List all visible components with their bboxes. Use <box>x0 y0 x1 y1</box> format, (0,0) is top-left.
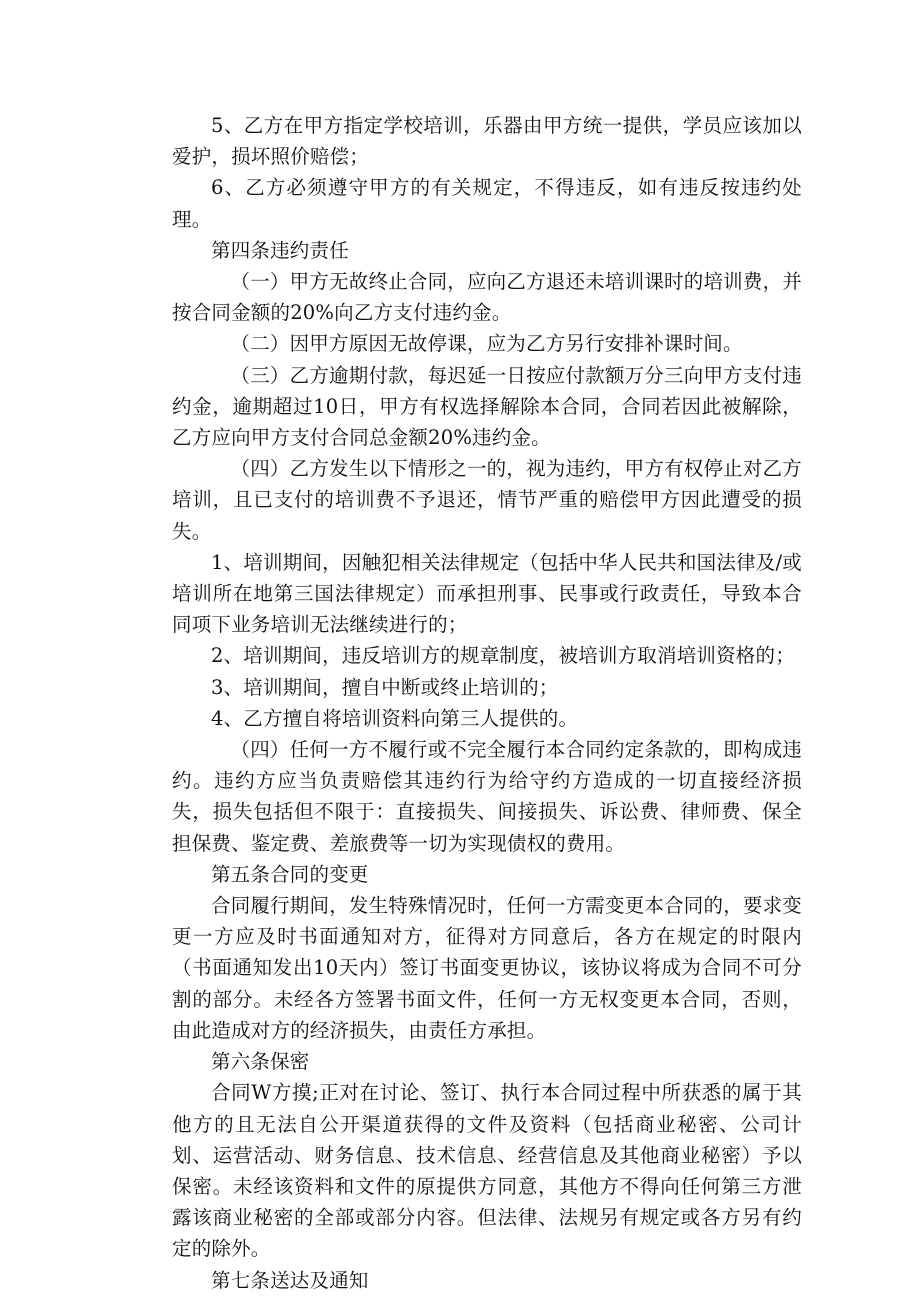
breach-subitem-3-paragraph: 3、培训期间，擅自中断或终止培训的； <box>211 675 559 699</box>
confidentiality-paragraph: 合同W方摸;正对在讨论、签订、执行本合同过程中所获悉的属于其他方的且无法自公开渠道获得的文件及资料（包括商业秘密、公司计划、运营活动、财务信息、技术信息、经营信息及其他商业秘密）予以保密。未经该资料和文件的原提供方同意，其他方不得向任何第三方泄露该商业秘密的全部或部分内容。但法律、法规另有规定或各方另有约定的除外。 <box>172 1081 802 1261</box>
breach-item-3-paragraph: （三）乙方逾期付款，每迟延一日按应付款额万分三向甲方支付违约金，逾期超过10日，甲方有权选择解除本合同，合同若因此被解除，乙方应向甲方支付合同总金额20%违约金。 <box>172 363 802 450</box>
breach-item-4-paragraph: （四）乙方发生以下情形之一的，视为违约，甲方有权停止对乙方培训，且已支付的培训费不予退还，情节严重的赔偿甲方因此遭受的损失。 <box>172 457 802 543</box>
contract-change-paragraph: 合同履行期间，发生特殊情况时，任何一方需变更本合同的，要求变更一方应及时书面通知对方，征得对方同意后，各方在规定的时限内（书面通知发出10天内）签订书面变更协议，该协议将成为合同不可分割的部分。未经各方签署书面文件，任何一方无权变更本合同，否则，由此造成对方的经济损失，由责任方承担。 <box>172 894 803 1042</box>
section-heading-confidentiality: 第六条保密 <box>211 1050 310 1074</box>
breach-item-general-paragraph: （四）任何一方不履行或不完全履行本合同约定条款的，即构成违约。违约方应当负责赔偿其违约行为给守约方造成的一切直接经济损失，损失包括但不限于：直接损失、间接损失、诉讼费、律师费、保全担保费、鉴定费、差旅费等一切为实现债权的费用。 <box>172 738 802 855</box>
contract-body <box>172 110 802 1296</box>
section-heading-contract-change: 第五条合同的变更 <box>211 862 369 886</box>
breach-item-1-paragraph: （一）甲方无故终止合同，应向乙方退还未培训课时的培训费，并按合同金额的20%向乙方支付违约金。 <box>172 270 802 325</box>
clause-5-paragraph: 5、乙方在甲方指定学校培训，乐器由甲方统一提供，学员应该加以爱护，损坏照价赔偿； <box>172 114 802 169</box>
breach-subitem-4-paragraph: 4、乙方擅自将培训资料向第三人提供的。 <box>211 706 579 730</box>
section-heading-breach-liability: 第四条违约责任 <box>211 238 349 262</box>
section-heading-service-notice: 第七条送达及通知 <box>211 1268 369 1292</box>
clause-6-paragraph: 6、乙方必须遵守甲方的有关规定，不得违反，如有违反按违约处理。 <box>172 176 802 231</box>
breach-subitem-1-paragraph: 1、培训期间，因触犯相关法律规定（包括中华人民共和国法律及/或培训所在地第三国法律规定）而承担刑事、民事或行政责任，导致本合同项下业务培训无法继续进行的； <box>172 550 802 637</box>
breach-item-2-paragraph: （二）因甲方原因无故停课，应为乙方另行安排补课时间。 <box>230 332 743 356</box>
breach-subitem-2-paragraph: 2、培训期间，违反培训方的规章制度，被培训方取消培训资格的； <box>211 644 795 668</box>
